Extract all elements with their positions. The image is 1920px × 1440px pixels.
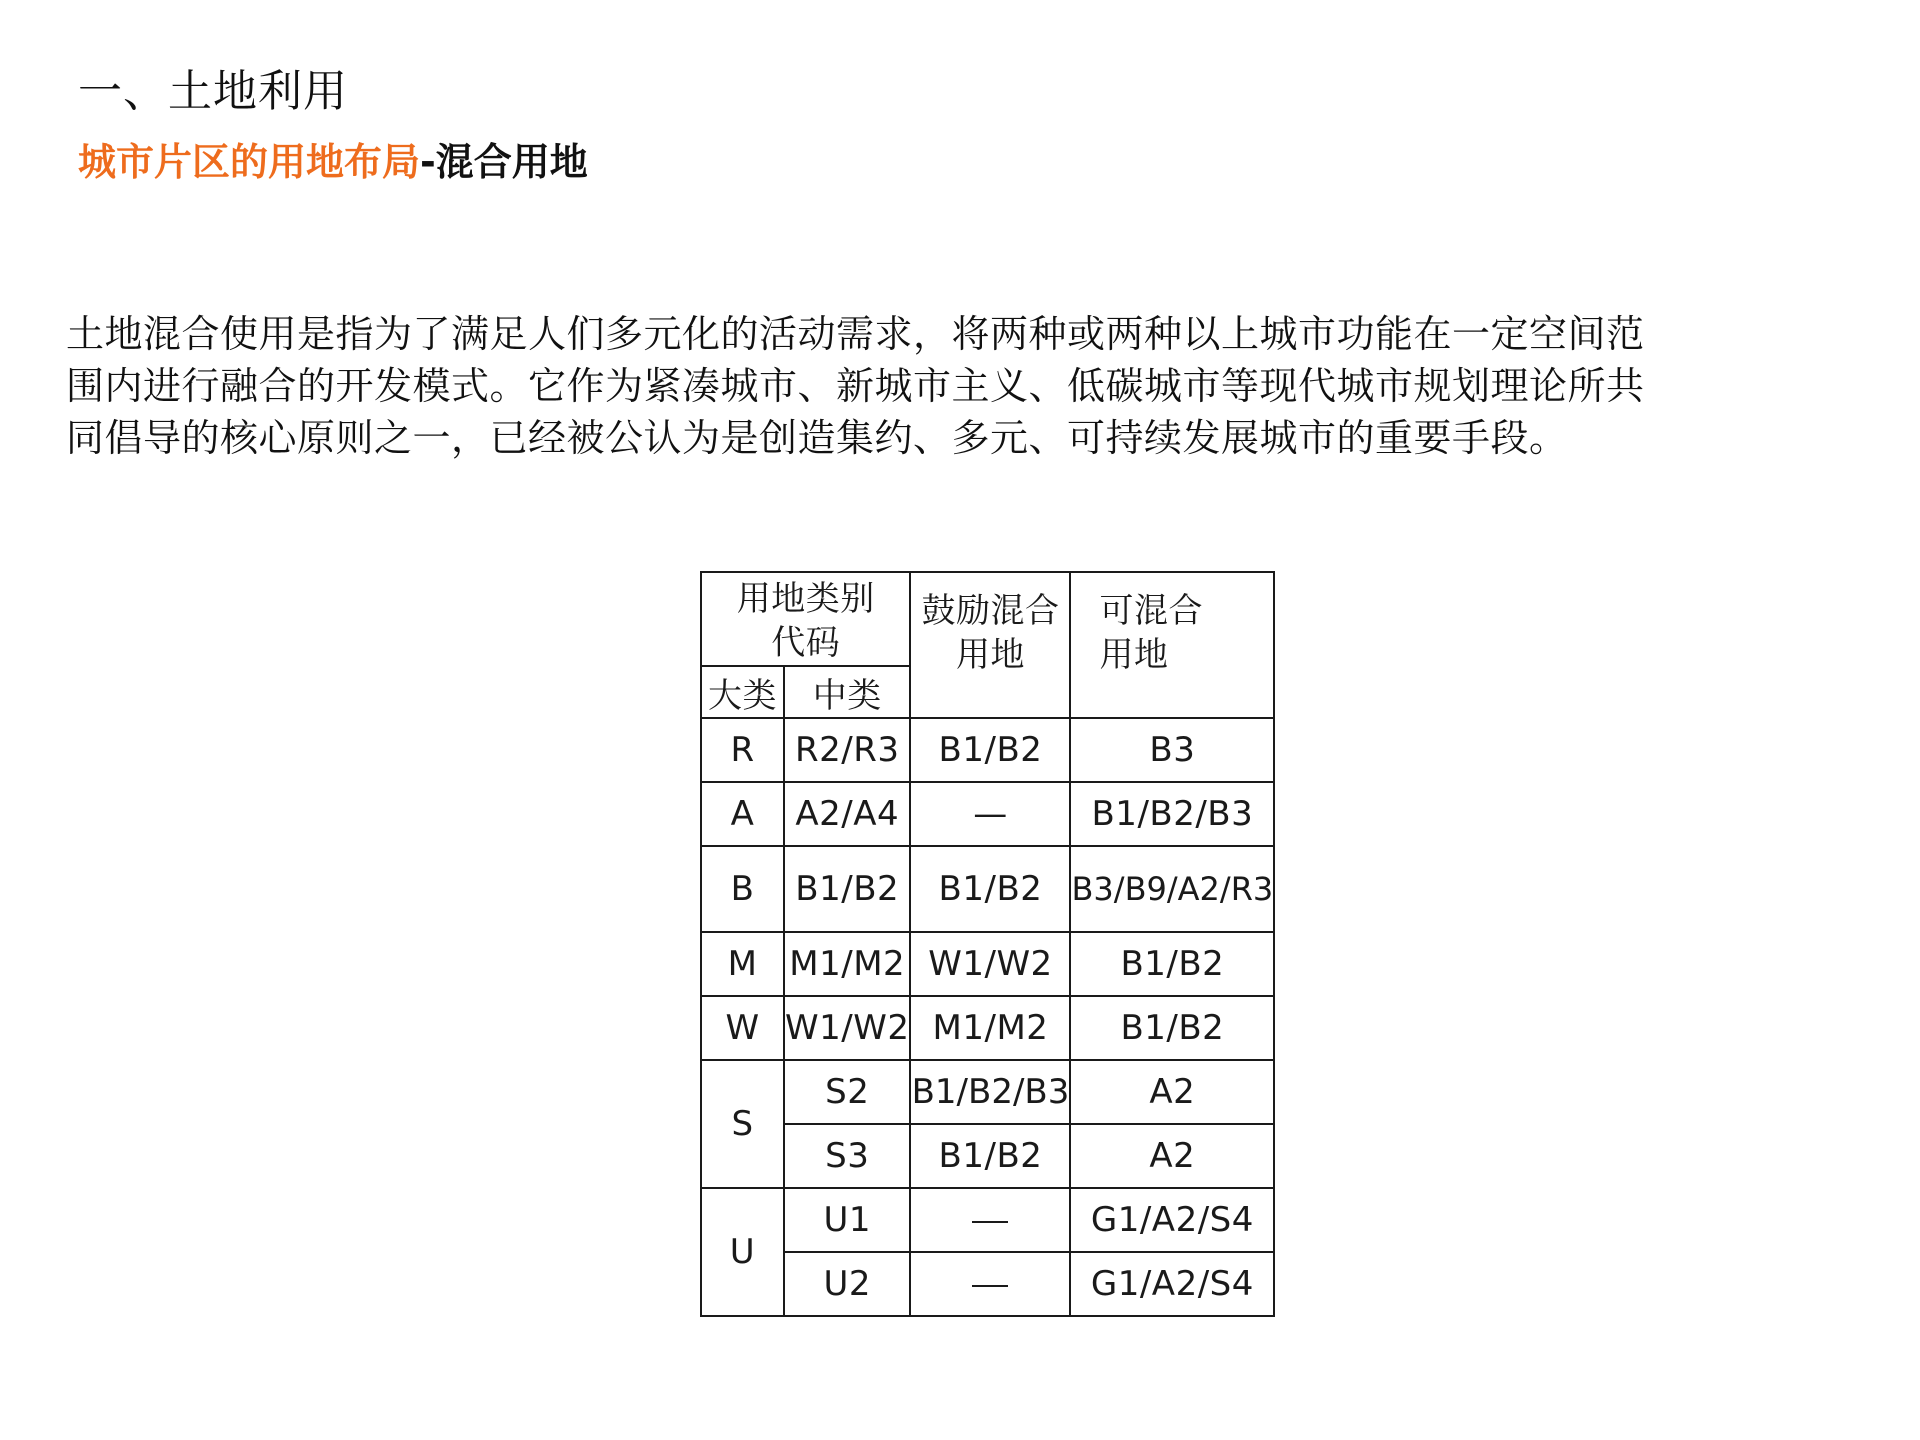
intro-paragraph (66, 308, 1866, 464)
table-row (701, 1124, 1274, 1188)
paragraph-line: 同倡导的核心原则之一，已经被公认为是创造集约、多元、可持续发展城市的重要手段。 (66, 416, 1568, 460)
table-row (701, 932, 1274, 996)
cell-mixable: B1/B2 (1070, 996, 1274, 1060)
table-row (701, 1060, 1274, 1124)
cell-encouraged: M1/M2 (910, 996, 1070, 1060)
cell-encouraged: B1/B2/B3 (910, 1060, 1070, 1124)
cell-encouraged: B1/B2 (910, 718, 1070, 782)
cell-medium: S2 (784, 1060, 910, 1124)
subheading (78, 136, 588, 188)
cell-mixable: B3/B9/A2/R3 (1070, 846, 1274, 932)
cell-major: B (701, 846, 784, 932)
cell-medium: S3 (784, 1124, 910, 1188)
table-row (701, 996, 1274, 1060)
dash-mark (972, 1221, 1008, 1223)
cell-medium: M1/M2 (784, 932, 910, 996)
dash-mark (972, 1285, 1008, 1287)
land-mix-table (700, 571, 1275, 1317)
paragraph-line: 土地混合使用是指为了满足人们多元化的活动需求，将两种或两种以上城市功能在一定空间范 (66, 312, 1645, 356)
table-row (701, 1252, 1274, 1316)
header-medium: 中类 (784, 666, 910, 718)
header-encouraged: 鼓励混合用地 (910, 572, 1070, 718)
cell-encouraged: — (910, 782, 1070, 846)
section-heading: 一、土地利用 (78, 66, 348, 117)
cell-medium: U2 (784, 1252, 910, 1316)
cell-mixable: G1/A2/S4 (1070, 1252, 1274, 1316)
cell-encouraged: B1/B2 (910, 1124, 1070, 1188)
cell-medium: W1/W2 (784, 996, 910, 1060)
header-mixable: 可混合用地 (1070, 572, 1274, 718)
cell-major: R (701, 718, 784, 782)
cell-major: U (701, 1188, 784, 1316)
header-code-group: 用地类别代码 (701, 572, 910, 666)
cell-medium: U1 (784, 1188, 910, 1252)
header-major: 大类 (701, 666, 784, 718)
cell-mixable: B1/B2/B3 (1070, 782, 1274, 846)
cell-mixable: B1/B2 (1070, 932, 1274, 996)
cell-mixable: G1/A2/S4 (1070, 1188, 1274, 1252)
table-row (701, 782, 1274, 846)
cell-encouraged: W1/W2 (910, 932, 1070, 996)
subheading-accent: 城市片区的用地布局 (78, 140, 421, 184)
cell-major: S (701, 1060, 784, 1188)
cell-encouraged (910, 1252, 1070, 1316)
cell-mixable: B3 (1070, 718, 1274, 782)
table-row (701, 1188, 1274, 1252)
cell-medium: B1/B2 (784, 846, 910, 932)
cell-encouraged: B1/B2 (910, 846, 1070, 932)
cell-major: A (701, 782, 784, 846)
cell-major: M (701, 932, 784, 996)
cell-medium: R2/R3 (784, 718, 910, 782)
paragraph-line: 围内进行融合的开发模式。它作为紧凑城市、新城市主义、低碳城市等现代城市规划理论所共 (66, 364, 1645, 408)
cell-medium: A2/A4 (784, 782, 910, 846)
table-row (701, 718, 1274, 782)
cell-mixable: A2 (1070, 1124, 1274, 1188)
cell-mixable: A2 (1070, 1060, 1274, 1124)
cell-major: W (701, 996, 784, 1060)
cell-encouraged (910, 1188, 1070, 1252)
subheading-rest: -混合用地 (420, 140, 588, 184)
table-row (701, 846, 1274, 932)
